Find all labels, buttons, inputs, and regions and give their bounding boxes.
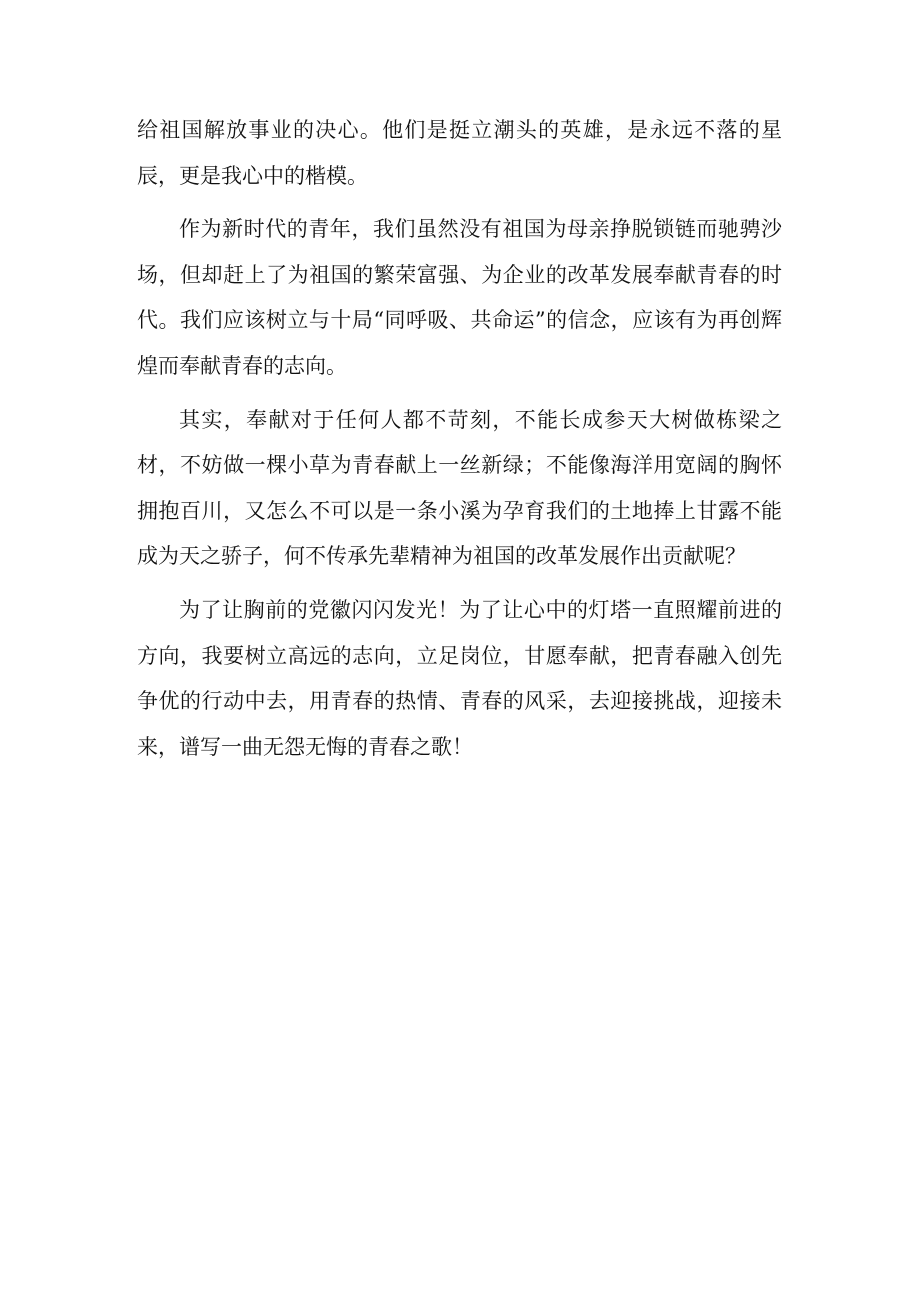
paragraph-3: 其实，奉献对于任何人都不苛刻，不能长成参天大树做栋梁之材，不妨做一棵小草为青春献上一丝新绿；不能像海洋用宽阔的胸怀拥抱百川，又怎么不可以是一条小溪为孕育我们的土地捧上甘露不能成为天之骄子，何不传承先辈精神为祖国的改革发展作出贡献呢？ — [137, 407, 782, 569]
paragraph-1: 给祖国解放事业的决心。他们是挺立潮头的英雄，是永远不落的星辰，更是我心中的楷模。 — [137, 118, 782, 188]
paragraph-2: 作为新时代的青年，我们虽然没有祖国为母亲挣脱锁链而驰骋沙场，但却赶上了为祖国的繁荣富强、为企业的改革发展奉献青春的时代。我们应该树立与十局“同呼吸、共命运”的信念，应该有为再创辉煌而奉献青春的志向。 — [137, 217, 782, 378]
document-body — [137, 108, 782, 770]
paragraph-4: 为了让胸前的党徽闪闪发光！为了让心中的灯塔一直照耀前进的方向，我要树立高远的志向，立足岗位，甘愿奉献，把青春融入创先争优的行动中去，用青春的热情、青春的风采，去迎接挑战，迎接未来，谱写一曲无怨无悔的青春之歌！ — [137, 597, 782, 759]
